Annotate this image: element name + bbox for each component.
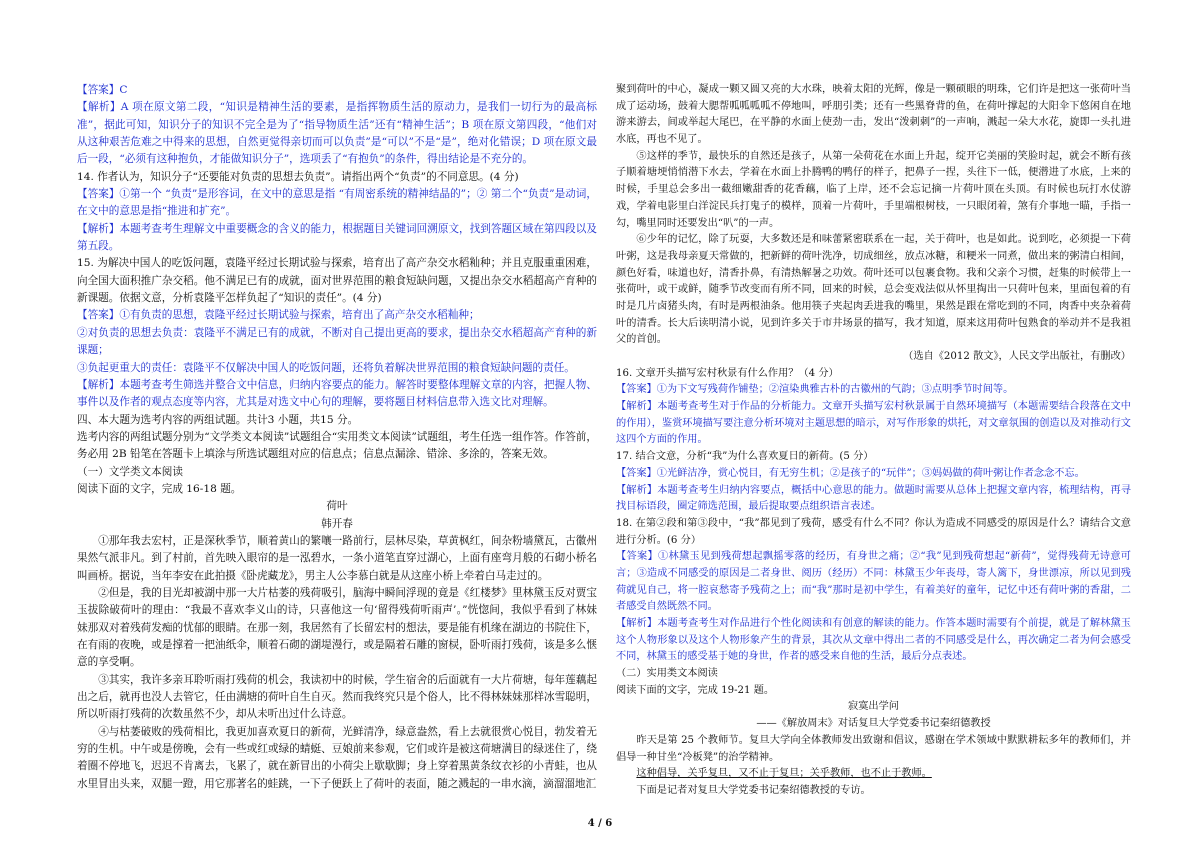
q15-analysis: 【解析】本题考查考生筛选并整合文中信息，归纳内容要点的能力。解答时要整体理解文章的内容，把握人物、事件以及作者的观点态度等内容，尤其是对选文中心句的理解，要将题目材料信息带入选文比对理解。 [77,378,597,409]
q17-question: 17. 结合文意，分析“我”为什么喜欢夏日的新荷。(5 分） [616,451,874,463]
essay-paragraph-2: ②但是，我的目光却被湖中那一大片枯萎的残荷吸引，脑海中瞬间浮现的竟是《红楼梦》里林黛玉反对贾宝玉拔除破荷叶的理由：“我最不喜欢李义山的诗，只喜他这一句‘留得残荷听雨声’。”恍惚间，我似乎看到了林妹妹那双对着残荷发痴的忧郁的眼睛。在那一刻，我居然有了长留宏村的想法，要是能有机缘在湖边的书院住下，在有雨的夜晚，或是撑着一把油纸伞，顺着石砌的湖堤漫行，或是隔着石雕的窗棂，卧听雨打残荷，该是多么惬意的享受啊。 [77,586,597,669]
q14-analysis: 【解析】本题考查考生理解文中重要概念的含义的能力，根据题目关键词回溯原文，找到答题区域在第四段以及第五段。 [77,222,597,253]
subsection1-instructions: 阅读下面的文字，完成 16-18 题。 [77,482,242,495]
q15-answer-2: ②对负责的思想去负责：袁隆平不满足已有的成就，不断对自己提出更高的要求，提出杂交水稻超高产育种的新课题； [77,326,597,357]
article-title: 寂寞出学问 [848,701,899,713]
q16-question: 16. 文章开头描写宏村秋景有什么作用？（4 分） [616,367,839,379]
essay-paragraph-4: ④与枯萎破败的残荷相比，我更加喜欢夏日的新荷，光鲜清净，绿意盎然，看上去就很赏心悦目，勃发着无穷的生机。中午或是傍晚，会有一些或红或绿的蜻蜓、豆娘前来参观，它们或许是被这荷塘满目的绿迷住了，绕着圈不停地飞，迟迟不肯离去，飞累了，就在新冒出的小荷尖上歇歇脚；身上穿着黑黄条纹衣衫的小青蛙，也从水里冒出头来，双腿一蹬，用它那著名的蛙跳，一下子便跃上了荷叶的表面，随之溅起的一串水滴，滴溜溜地汇 [77,725,597,790]
right-column [616,82,1131,800]
article-underlined-text: 这种倡导，关乎复旦，又不止于复旦；关乎教师，也不止于教师。 [636,768,932,780]
page-number: 4 / 6 [587,818,613,829]
section4-instructions: 选考内容的两组试题分别为“文学类文本阅读”试题组合“实用类文本阅读”试题组，考生任选一组作答。作答前，务必用 2B 铅笔在答题卡上填涂与所选试题组对应的信息点；信息点漏涂、错涂、多涂的，答案无效。 [77,430,597,461]
q17-answer: 【答案】①光鲜洁净，赏心悦目，有无穷生机；②是孩子的“玩伴”；③妈妈做的荷叶粥让作者念念不忘。 [616,467,1085,479]
q18-analysis: 【解析】本题考查考生对作品进行个性化阅读和有创意的解读的能力。作答本题时需要有个前提，就是了解林黛玉这个人物形象以及这个人物形象产生的背景，其次从文章中得出二者的不同感受是什么，再次确定二者为何会感受不同，林黛玉的感受基于她的身世，作者的感受来自他的生活，最后分点表述。 [616,618,1131,663]
q16-answer: 【答案】①为下文写残荷作铺垫；②渲染典雅古朴的古徽州的气韵；③点明季节时间等。 [616,384,1014,396]
essay-title: 荷叶 [326,500,348,513]
q15-question: 15. 为解决中国人的吃饭问题，袁隆平经过长期试验与探索，培育出了高产杂交水稻籼种；并且克服重重困难，向全国大面积推广杂交稻。他不满足已有的成就，面对世界范围的粮食短缺问题，又提出杂交水稻超高产育种的新课题。依据文意，分析袁隆平怎样负起了“知识的责任”。(4 分) [77,257,597,305]
article-paragraph-2 [616,766,1131,783]
q14-question: 14. 作者认为，知识分子“还要能对负责的思想去负责”。请指出两个“负责”的不同意思。(4 分) [77,170,519,183]
q13-answer: 【答案】C [77,84,128,96]
essay-source: （选自《2012 散文》，人民文学出版社，有删改） [903,351,1131,362]
q13-analysis: 【解析】A 项在原文第二段，“知识是精神生活的要素，是指挥物质生活的原动力，是我们一切行为的最高标准”，据此可知，知识分子的知识不完全是为了“指导物质生活”还有“精神生活”；B 项在原文第四段，“他们对从这种艰苦危难之中得来的思想，自然更觉得亲切而可以负责”是“可以”不是“是”，绝对化错误；D 项在原文最后一段，“必须有这种抱负，才能做知识分子”，选项丢了“有抱负”的条件，得出结论是不充分的。 [77,101,597,166]
essay-author: 韩开春 [321,517,353,530]
subsection2-instructions: 阅读下面的文字，完成 19-21 题。 [616,684,775,696]
q16-analysis: 【解析】本题考查考生对于作品的分析能力。文章开头描写宏村秋景属于自然环境描写（本题需要结合段落在文中的作用），鉴赏环境描写要注意分析环境对主题思想的暗示，对写作形象的烘托，对文章氛围的创造以及对推动行文这四个方面的作用。 [616,401,1131,446]
essay-paragraph-1: ①那年我去宏村，正是深秋季节，顺着黄山的繁嚷一路前行，层林尽染，草黄枫红，间杂粉墙黛瓦，古徽州果然气派非凡。到了村前，首先映入眼帘的是一泓碧水，一条小道笔直穿过湖心，上面有座弯月般的石砌小桥名叫画桥。据说，当年李安在此拍摄《卧虎藏龙》，男主人公李慕白就是从这座小桥上牵着白马走过的。 [77,534,597,582]
q15-answer-1: 【答案】①有负责的思想，袁隆平经过长期试验与探索，培育出了高产杂交水稻籼种； [77,309,480,322]
subsection1-title: （一）文学类文本阅读 [77,465,183,478]
left-column [77,82,597,793]
article-paragraph-1: 昨天是第 25 个教师节。复旦大学向全体教师发出致谢和倡议，感谢在学术领域中默默耕耘多年的教师们，并倡导一种甘坐“冷板凳”的治学精神。 [616,734,1131,763]
article-subtitle: ——《解放周末》对话复旦大学党委书记秦绍德教授 [756,718,991,730]
subsection2-title: （二）实用类文本阅读 [616,668,718,680]
q18-question: 18. 在第②段和第③段中，“我”都见到了残荷，感受有什么不同？你认为造成不同感受的原因是什么？请结合文意进行分析。(6 分） [616,517,1131,546]
section4-title: 四、本大题为选考内容的两组试题。共计3 小题，共15 分。 [77,413,359,426]
essay-paragraph-6: ⑥少年的记忆，除了玩耍，大多数还是和味蕾紧密联系在一起，关于荷叶，也是如此。说到吃，必须提一下荷叶粥，这是我母亲夏天常做的，把新鲜的荷叶洗净，切成细丝，放点冰糖，和粳米一同煮，做出来的粥清白相间，颜色好看，味道也好，清香扑鼻，有清热解暑之功效。荷叶还可以包裹食物。我和父亲个习惯，赶集的时候带上一张荷叶，或干或鲜，随季节改变而有所不同，回来的时候，总会变戏法似从怀里掏出一只荷叶包来，里面包着的有时是几片卤猪头肉，有时是两根油条。他用筷子夹起肉丢进我的嘴里，果然是跟在常吃到的不同，肉香中夹杂着荷叶的清香。长大后读明清小说，见到许多关于市井场景的描写，我才知道，原来这用荷叶包熟食的举动并不是我祖父的首创。 [616,234,1131,346]
article-paragraph-3: 下面是记者对复旦大学党委书记秦绍德教授的专访。 [636,784,871,796]
q17-analysis: 【解析】本题考查考生归纳内容要点，概括中心意思的能力。做题时需要从总体上把握文章内容，梳理结构，再寻找目标语段，圈定筛选范围，最后提取要点组织语言表述。 [616,484,1131,513]
essay-paragraph-4-continued: 聚到荷叶的中心，凝成一颗又圆又亮的大水珠，映着太阳的光辉，像是一颗硕眼的明珠，它们许是把这一张荷叶当成了运动场，鼓着大腮帮呱呱呱呱不停地叫，呼朋引类；还有一些黑脊背的鱼，在荷叶撑起的大阳伞下悠闲自在地游来游去，间或举起大尾巴，在平静的水面上使劲一击，发出“泼刺刺”的一声响，溅起一朵大水花，旋即一头扎进水底，再也不见了。 [616,84,1131,146]
q14-answer: 【答案】①第一个 “负责”是形容词，在文中的意思是指 “有周密系统的精神结晶的”；② 第二个“负责”是动词，在文中的意思是指“推进和扩充”。 [77,188,597,218]
essay-paragraph-5: ⑤这样的季节，最快乐的自然还是孩子，从第一朵荷花在水面上升起，绽开它美丽的笑脸时起，就会不断有孩子顺着塘埂悄悄潜下水去，学着在水面上扑腾鸭的鸭仔的样子，把鼻子一捏，头往下一低，便潜进了水底，上来的时候，手里总会多出一截细嫩甜香的花香藕，临了上岸，还不会忘记摘一片荷叶顶在头顶。有时候也玩打水仗游戏，学着电影里白洋淀民兵打鬼子的模样，顶着一片荷叶，手里端根树枝，一只眼闭着，煞有介事地一瞄，手指一勾，嘴里同时还要发出“叭”的一声。 [616,150,1131,229]
q18-answer: 【答案】①林黛玉见到残荷想起飘摇零落的经历，有身世之痛；②“我”见到残荷想起“新荷”，觉得残荷无诗意可言；③造成不同感受的原因是二者身世、阅历（经历）不同：林黛玉少年丧母，寄人篱下，身世漂凉，所以见到残荷就见自己，将一腔哀愁寄予残荷之上；而“我”那时是初中学生，有着美好的童年，记忆中还有荷叶粥的香甜，二者感受自然既然不同。 [616,551,1131,613]
q15-answer-3: ③负起更重大的责任：袁隆平不仅解决中国人的吃饭问题，还将负着解决世界范围的粮食短缺问题的责任。 [77,361,575,374]
essay-paragraph-3: ③其实，我许多亲耳聆听雨打残荷的机会，我读初中的时候，学生宿舍的后面就有一大片荷塘，每年莲藕起出之后，就再也没人去管它，任由满塘的荷叶自生自灭。然而我终究只是个俗人，比不得林妹妹那样冰雪聪明，所以听雨打残荷的次数虽然不少，却从未听出过什么诗意。 [77,673,597,721]
